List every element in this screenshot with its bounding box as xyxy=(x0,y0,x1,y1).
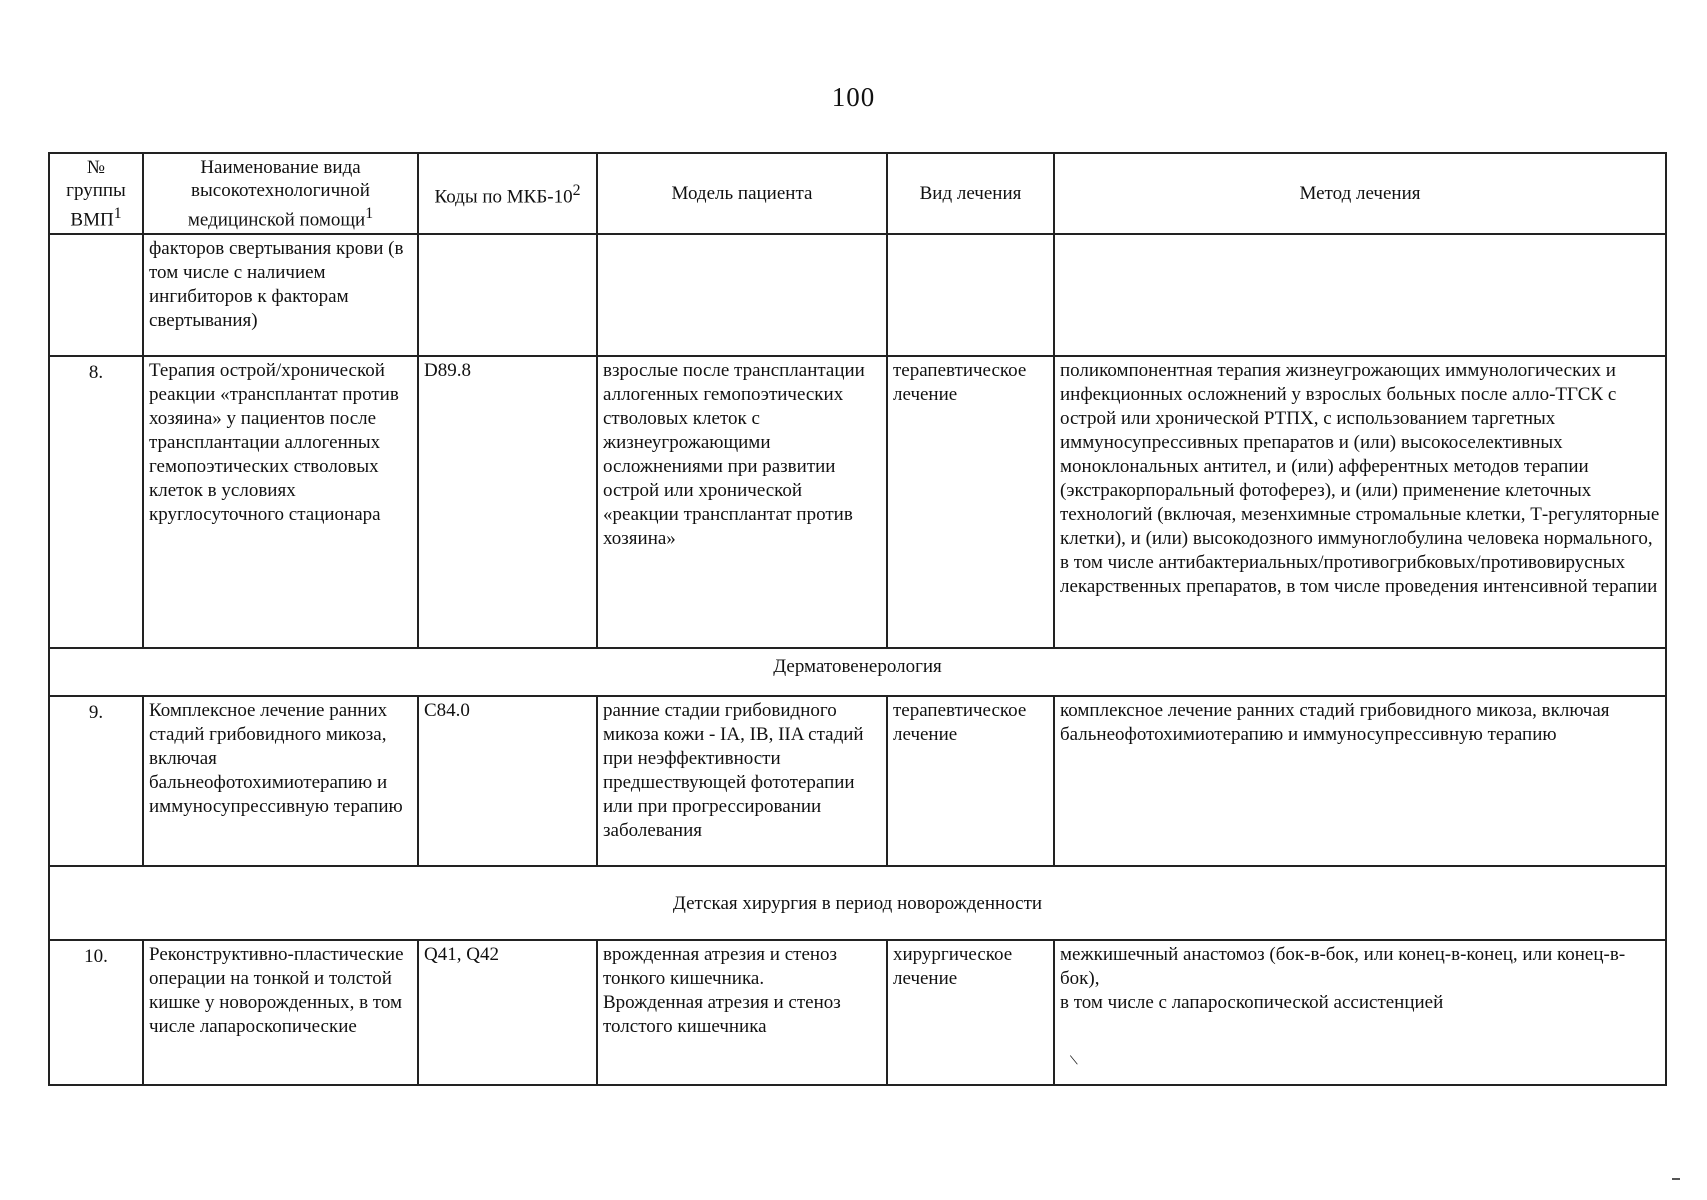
cell-number: 9. xyxy=(49,696,143,866)
treatment-method-line: межкишечный анастомоз (бок-в-бок, или конец-в-конец, или конец-в-бок), xyxy=(1060,944,1626,990)
table-row-10 xyxy=(49,940,1666,1085)
cell-treatment-method xyxy=(1054,234,1666,356)
cell-name: Реконструктивно-пластические операции на тонкой и толстой кишке у новорожденных, в том числе лапароскопические xyxy=(143,940,418,1085)
cell-treatment-type: терапевтическое лечение xyxy=(887,356,1054,648)
header-patient-model: Модель пациента xyxy=(597,153,887,234)
cell-patient-model: ранние стадии грибовидного микоза кожи - IA, IB, IIA стадий при неэффективности предшествующей фототерапии или при прогрессировании заболевания xyxy=(597,696,887,866)
cell-codes: D89.8 xyxy=(418,356,597,648)
cell-patient-model xyxy=(597,234,887,356)
table-row-8 xyxy=(49,356,1666,648)
cell-number: 10. xyxy=(49,940,143,1085)
section-title-dermatology: Дерматовенерология xyxy=(49,648,1666,696)
cell-treatment-type: терапевтическое лечение xyxy=(887,696,1054,866)
header-codes: Коды по МКБ-$10^2$ xyxy=(418,153,597,234)
patient-model-line: Врожденная атрезия и стеноз толстого кишечника xyxy=(603,992,841,1038)
header-treatment-method: Метод лечения xyxy=(1054,153,1666,234)
scan-edge-mark xyxy=(1672,1178,1680,1180)
scan-artifact-mark: \ xyxy=(1069,1051,1080,1070)
cell-treatment-method: комплексное лечение ранних стадий грибовидного микоза, включая бальнеофотохимиотерапию и иммуносупрессивную терапию xyxy=(1054,696,1666,866)
section-title-pediatric-surgery: Детская хирургия в период новорожденности xyxy=(49,866,1666,940)
patient-model-line: врожденная атрезия и стеноз тонкого кишечника. xyxy=(603,944,838,990)
cell-codes: Q41, Q42 xyxy=(418,940,597,1085)
section-row-pediatric-surgery xyxy=(49,866,1666,940)
header-group-no: № группы ВМП$^1$ xyxy=(49,153,143,234)
cell-patient-model: взрослые после трансплантации аллогенных гемопоэтических стволовых клеток с жизнеугрожающими осложнениями при развитии острой или хронической «реакции трансплантат против хозяина» xyxy=(597,356,887,648)
cell-codes xyxy=(418,234,597,356)
cell-codes: C84.0 xyxy=(418,696,597,866)
treatment-method-line: в том числе с лапароскопической ассистенцией xyxy=(1060,992,1444,1014)
cell-name: Терапия острой/хронической реакции «трансплантат против хозяина» у пациентов после трансплантации аллогенных гемопоэтических стволовых клеток в условиях круглосуточного стационара xyxy=(143,356,418,648)
cell-patient-model xyxy=(597,940,887,1085)
header-name: Наименование вида высокотехнологичной медицинской помощи$^1$ xyxy=(143,153,418,234)
page-number: 100 xyxy=(831,82,876,112)
cell-treatment-method: поликомпонентная терапия жизнеугрожающих иммунологических и инфекционных осложнений у взрослых больных после алло-ТГСК с острой или хронической РТПХ, с использованием таргетных иммуносупрессивных препаратов и (или) высокоселективных моноклональных антител, и (или) афферентных методов терапии (экстракорпоральный фотоферез), и (или) применение клеточных технологий (включая, мезенхимные стромальные клетки, Т-регуляторные клетки), и (или) высокодозного иммуноглобулина человека нормального, в том числе антибактериальных/противогрибковых/противовирусных лекарственных препаратов, в том числе проведения интенсивной терапии xyxy=(1054,356,1666,648)
cell-treatment-method xyxy=(1054,940,1666,1085)
cell-number: 8. xyxy=(49,356,143,648)
vmp-table xyxy=(48,152,1667,1086)
table-header-row xyxy=(49,153,1666,234)
cell-treatment-type: хирургическое лечение xyxy=(887,940,1054,1085)
header-treatment-type: Вид лечения xyxy=(887,153,1054,234)
cell-treatment-type xyxy=(887,234,1054,356)
table-row-9 xyxy=(49,696,1666,866)
table-row-continuation xyxy=(49,234,1666,356)
cell-name: факторов свертывания крови (в том числе с наличием ингибиторов к факторам свертывания) xyxy=(143,234,418,356)
section-row-dermatology xyxy=(49,648,1666,696)
cell-number xyxy=(49,234,143,356)
cell-name: Комплексное лечение ранних стадий грибовидного микоза, включая бальнеофотохимиотерапию и иммуносупрессивную терапию xyxy=(143,696,418,866)
